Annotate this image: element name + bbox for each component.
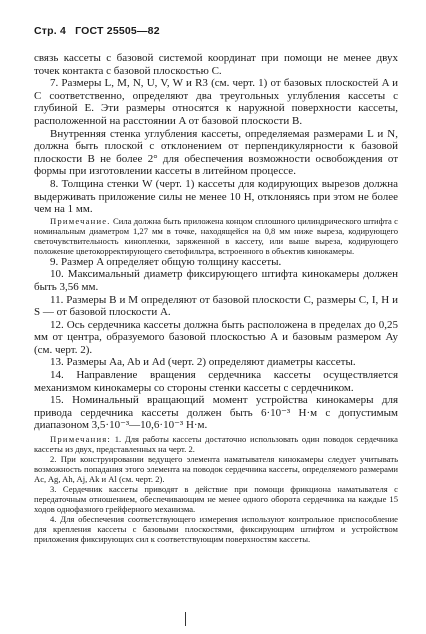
paragraph-7-inner-wall: Внутренняя стенка углубления кассеты, определяемая размерами L и N, должна быть плоской с отклонением от перпендикулярности к базовой плоскости B не более 2° для обеспечения возможности освобождения от формы при изготовлении кассеты в литейном процессе. <box>34 127 398 178</box>
paragraph-13: 13. Размеры Aa, Ab и Ad (черт. 2) определяют диаметры кассеты. <box>50 356 356 369</box>
note-2: 2. При конструировании ведущего элемента наматывателя кинокамеры следует учитывать возможность попадания этого элемента на поводок сердечника кассеты, определяемого размерами Ac, Ag, Ah, Aj, Ak и Al (см. черт. 2). <box>34 454 398 485</box>
paragraph-9: 9. Размер A определяет общую толщину кассеты. <box>50 255 282 268</box>
paragraph-continued: связь кассеты с базовой системой координат при помощи не менее двух точек контакта с базовой плоскостью C. <box>34 52 398 77</box>
note-text: Сила должна быть приложена концом сплошного цилиндрического штифта с номинальным диаметром 1,27 мм в точке, находящейся на 0,8 мм ниже выреза, кодирующего светочувствительность кинопленки, заряженной в кассету, или выше выреза, кодирующего положение цветокорректирующего светофильтра, встроенного в объектив кинокамеры. <box>34 215 398 256</box>
notes-block <box>34 434 398 544</box>
paragraph-14: 14. Направление вращения сердечника кассеты осуществляется механизмом кинокамеры со стороны стенки кассеты с сердечником. <box>34 369 398 394</box>
paragraph-11: 11. Размеры B и M определяют от базовой плоскости C, размеры C, I, H и S — от базовой плоскости A. <box>34 293 398 319</box>
paragraph-10: 10. Максимальный диаметр фиксирующего штифта кинокамеры должен быть 3,56 мм. <box>34 268 398 293</box>
note-1-text: 1. Для работы кассеты достаточно использовать один поводок сердечника кассеты из двух, представленных на черт. 2. <box>34 434 398 455</box>
paragraph-8: 8. Толщина стенки W (черт. 1) кассеты для кодирующих вырезов должна выдерживать приложение силы не менее 10 Н, отклоняясь при этом не более чем на 1 мм. <box>34 177 398 216</box>
page-header <box>34 25 166 37</box>
note-4: 4. Для обеспечения соответствующего измерения используют контрольное приспособление для крепления кассеты с базовыми плоскостями, фиксирующим штифтом и устройством приложения фиксирующих сил к соответствующим поверхностям кассеты. <box>34 514 398 545</box>
note-1 <box>34 434 398 454</box>
note-3: 3. Сердечник кассеты приводят в действие при помощи фрикциона наматывателя с передаточным отношением, обеспечивающим не менее одного оборота сердечника на каждые 15 ходов однофазного грейферного механизма. <box>34 484 398 515</box>
page-number: Стр. 4 <box>34 25 67 37</box>
note-label: Примечание. <box>50 215 111 226</box>
paragraph-7: 7. Размеры L, M, N, U, V, W и R3 (см. черт. 1) от базовых плоскостей A и C соответственно, определяют два треугольных углубления кассеты с глубиной E. Эти размеры относятся к наружной поверхности кассеты, расположенной на расстоянии A от базовой плоскости B. <box>34 77 398 127</box>
paragraph-8-note <box>34 216 398 256</box>
paragraph-12: 12. Ось сердечника кассеты должна быть расположена в пределах до 0,25 мм от центра, образуемого базовой плоскостью A и базовым размером Ay (см. черт. 2). <box>34 318 398 356</box>
paragraph-15: 15. Номинальный вращающий момент устройства кинокамеры для привода сердечника кассеты должен быть 6·10⁻³ Н·м с допустимым диапазоном 3,5·10⁻³—10,6·10⁻³ Н·м. <box>34 394 398 432</box>
notes-label: Примечания: <box>50 434 112 445</box>
standard-number: ГОСТ 25505—82 <box>75 25 160 37</box>
document-body <box>34 52 398 544</box>
scan-mark <box>185 612 186 626</box>
